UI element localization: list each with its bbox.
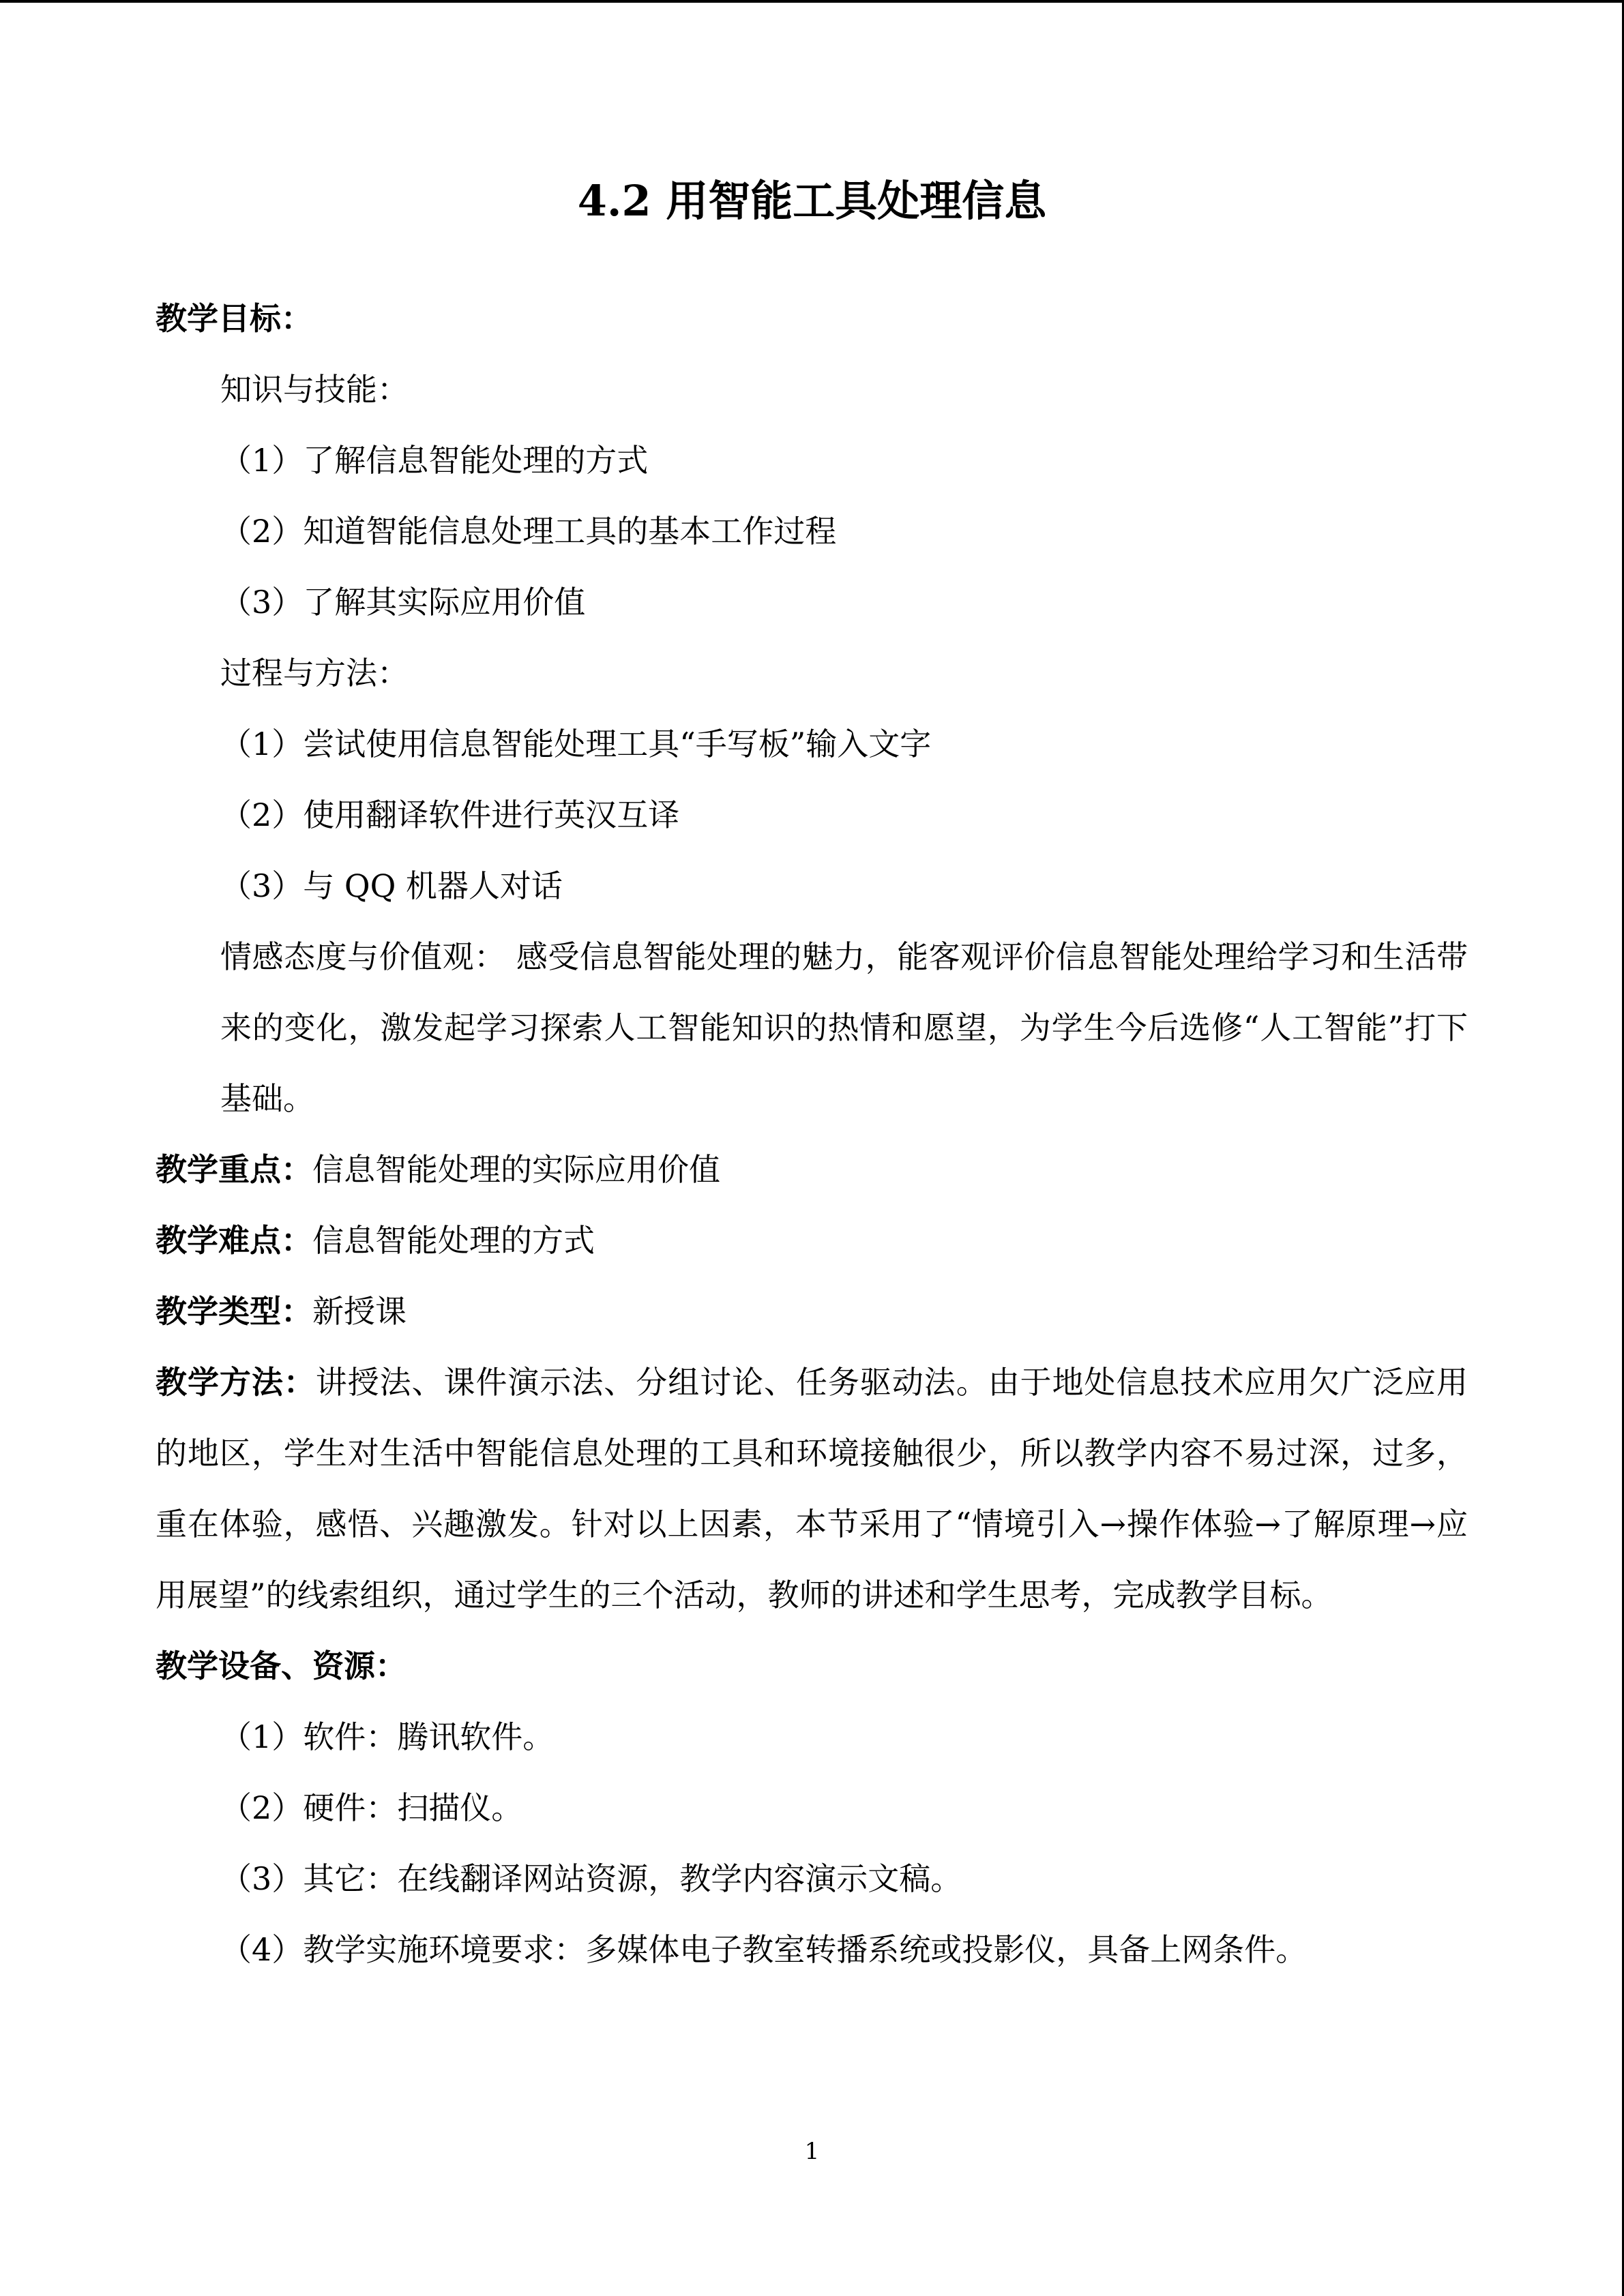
method-paragraph	[156, 1347, 1468, 1630]
process-heading: 过程与方法：	[220, 655, 409, 691]
resources-heading: 教学设备、资源：	[156, 1648, 407, 1684]
resource-item: （1）软件：腾讯软件。	[220, 1718, 555, 1755]
document-body	[156, 283, 1468, 1985]
key-point-value: 信息智能处理的实际应用价值	[312, 1151, 720, 1188]
page-top-border	[0, 0, 1624, 3]
process-item: （2）使用翻译软件进行英汉互译	[220, 796, 680, 833]
type-label: 教学类型：	[156, 1293, 312, 1330]
method-value: 讲授法、课件演示法、分组讨论、任务驱动法。由于地处信息技术应用欠广泛应用的地区，学生对生活中智能信息处理的工具和环境接触很少，所以教学内容不易过深，过多，重在体验，感悟、兴趣激发。针对以上因素，本节采用了“情境引入→操作体验→了解原理→应用展望”的线索组织，通过学生的三个活动，教师的讲述和学生思考，完成教学目标。	[156, 1364, 1468, 1613]
type-row	[156, 1276, 1468, 1347]
process-item: （1）尝试使用信息智能处理工具“手写板”输入文字	[220, 726, 932, 762]
process-item: （3）与 QQ 机器人对话	[220, 867, 563, 904]
knowledge-item: （1）了解信息智能处理的方式	[220, 442, 649, 479]
difficulty-label: 教学难点：	[156, 1222, 312, 1259]
difficulty-value: 信息智能处理的方式	[312, 1222, 595, 1259]
page-title: 4.2 用智能工具处理信息	[577, 176, 1047, 226]
emotion-paragraph: 情感态度与价值观： 感受信息智能处理的魅力，能客观评价信息智能处理给学习和生活带来的变化，激发起学习探索人工智能知识的热情和愿望，为学生今后选修“人工智能”打下基础。	[220, 938, 1468, 1117]
goals-heading: 教学目标：	[156, 300, 312, 337]
knowledge-heading: 知识与技能：	[220, 371, 409, 408]
knowledge-item: （3）了解其实际应用价值	[220, 584, 586, 621]
type-value: 新授课	[312, 1293, 407, 1330]
resource-item: （4）教学实施环境要求：多媒体电子教室转播系统或投影仪，具备上网条件。	[220, 1931, 1308, 1968]
resource-item: （2）硬件：扫描仪。	[220, 1789, 523, 1826]
page-number: 1	[804, 2138, 820, 2165]
key-point-row	[156, 1134, 1468, 1205]
key-point-label: 教学重点：	[156, 1151, 312, 1188]
knowledge-item: （2）知道智能信息处理工具的基本工作过程	[220, 513, 837, 550]
method-label: 教学方法：	[156, 1364, 316, 1401]
difficulty-row	[156, 1205, 1468, 1276]
resource-item: （3）其它：在线翻译网站资源，教学内容演示文稿。	[220, 1860, 962, 1897]
